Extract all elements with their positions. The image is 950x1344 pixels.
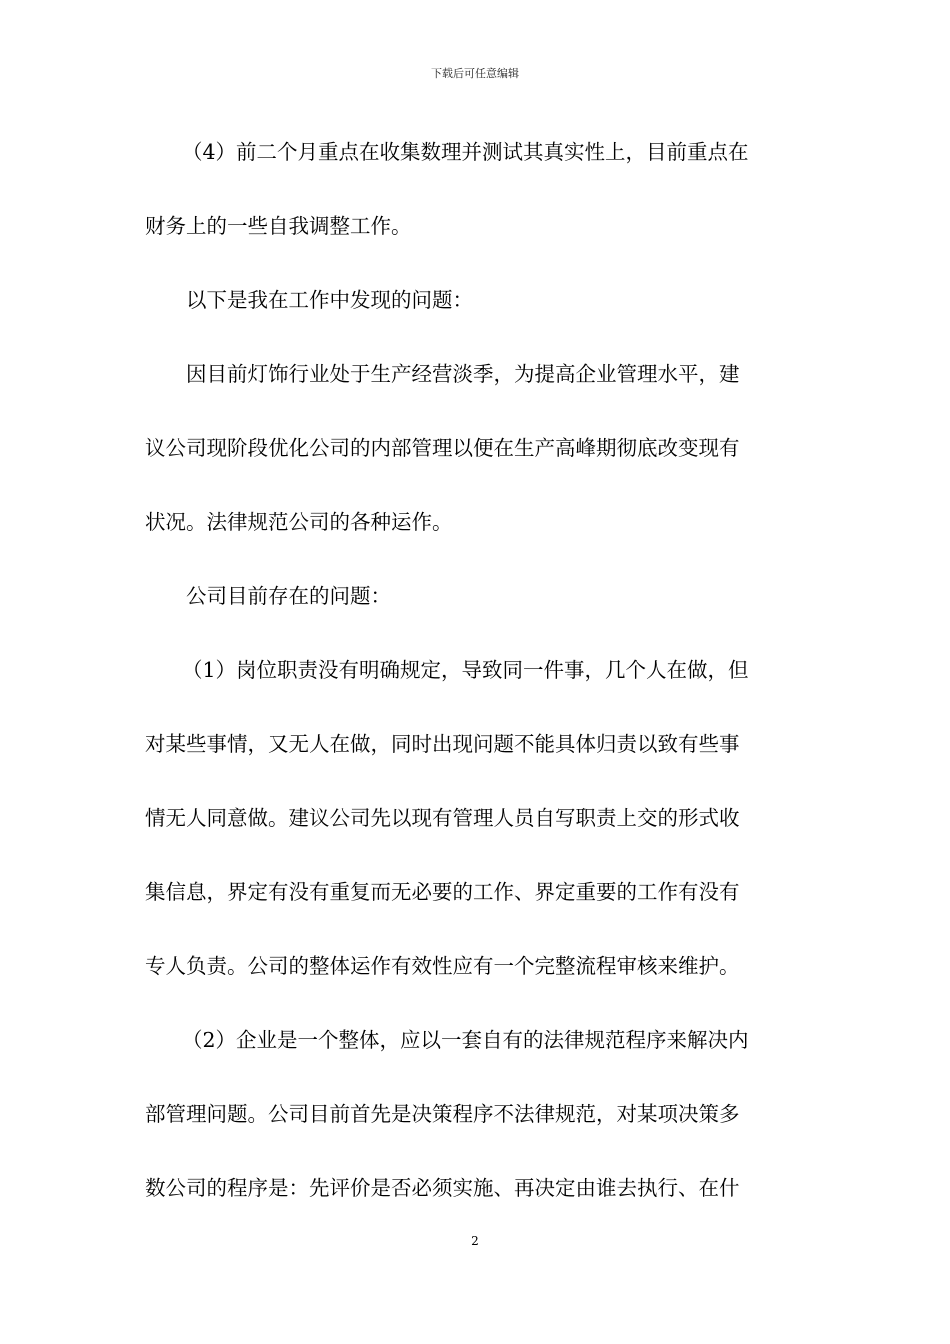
paragraph-line: 集信息，界定有没有重复而无必要的工作、界定重要的工作有没有: [145, 880, 740, 904]
paragraph-line: 议公司现阶段优化公司的内部管理以便在生产高峰期彻底改变现有: [145, 436, 740, 460]
paragraph-line: （2）企业是一个整体，应以一套自有的法律规范程序来解决内: [182, 1028, 749, 1052]
paragraph-line: 公司目前存在的问题：: [186, 584, 391, 608]
paragraph-line: （1）岗位职责没有明确规定，导致同一件事，几个人在做，但: [182, 658, 749, 682]
paragraph-line: 状况。法律规范公司的各种运作。: [145, 510, 453, 534]
document-body: [145, 130, 810, 1240]
page-number: 2: [471, 1234, 479, 1248]
paragraph-line: （4）前二个月重点在收集数理并测试其真实性上，目前重点在: [182, 140, 749, 164]
paragraph-line: 专人负责。公司的整体运作有效性应有一个完整流程审核来维护。: [145, 954, 740, 978]
page-header: 下载后可任意编辑: [431, 67, 519, 80]
paragraph-line: 以下是我在工作中发现的问题：: [186, 288, 473, 312]
paragraph-line: 部管理问题。公司目前首先是决策程序不法律规范，对某项决策多: [145, 1102, 740, 1126]
paragraph-line: 因目前灯饰行业处于生产经营淡季，为提高企业管理水平，建: [186, 362, 740, 386]
paragraph-line: 情无人同意做。建议公司先以现有管理人员自写职责上交的形式收: [145, 806, 740, 830]
paragraph-line: 财务上的一些自我调整工作。: [145, 214, 412, 238]
paragraph-line: 数公司的程序是：先评价是否必须实施、再决定由谁去执行、在什: [145, 1176, 740, 1200]
paragraph-line: 对某些事情，又无人在做，同时出现问题不能具体归责以致有些事: [145, 732, 740, 756]
